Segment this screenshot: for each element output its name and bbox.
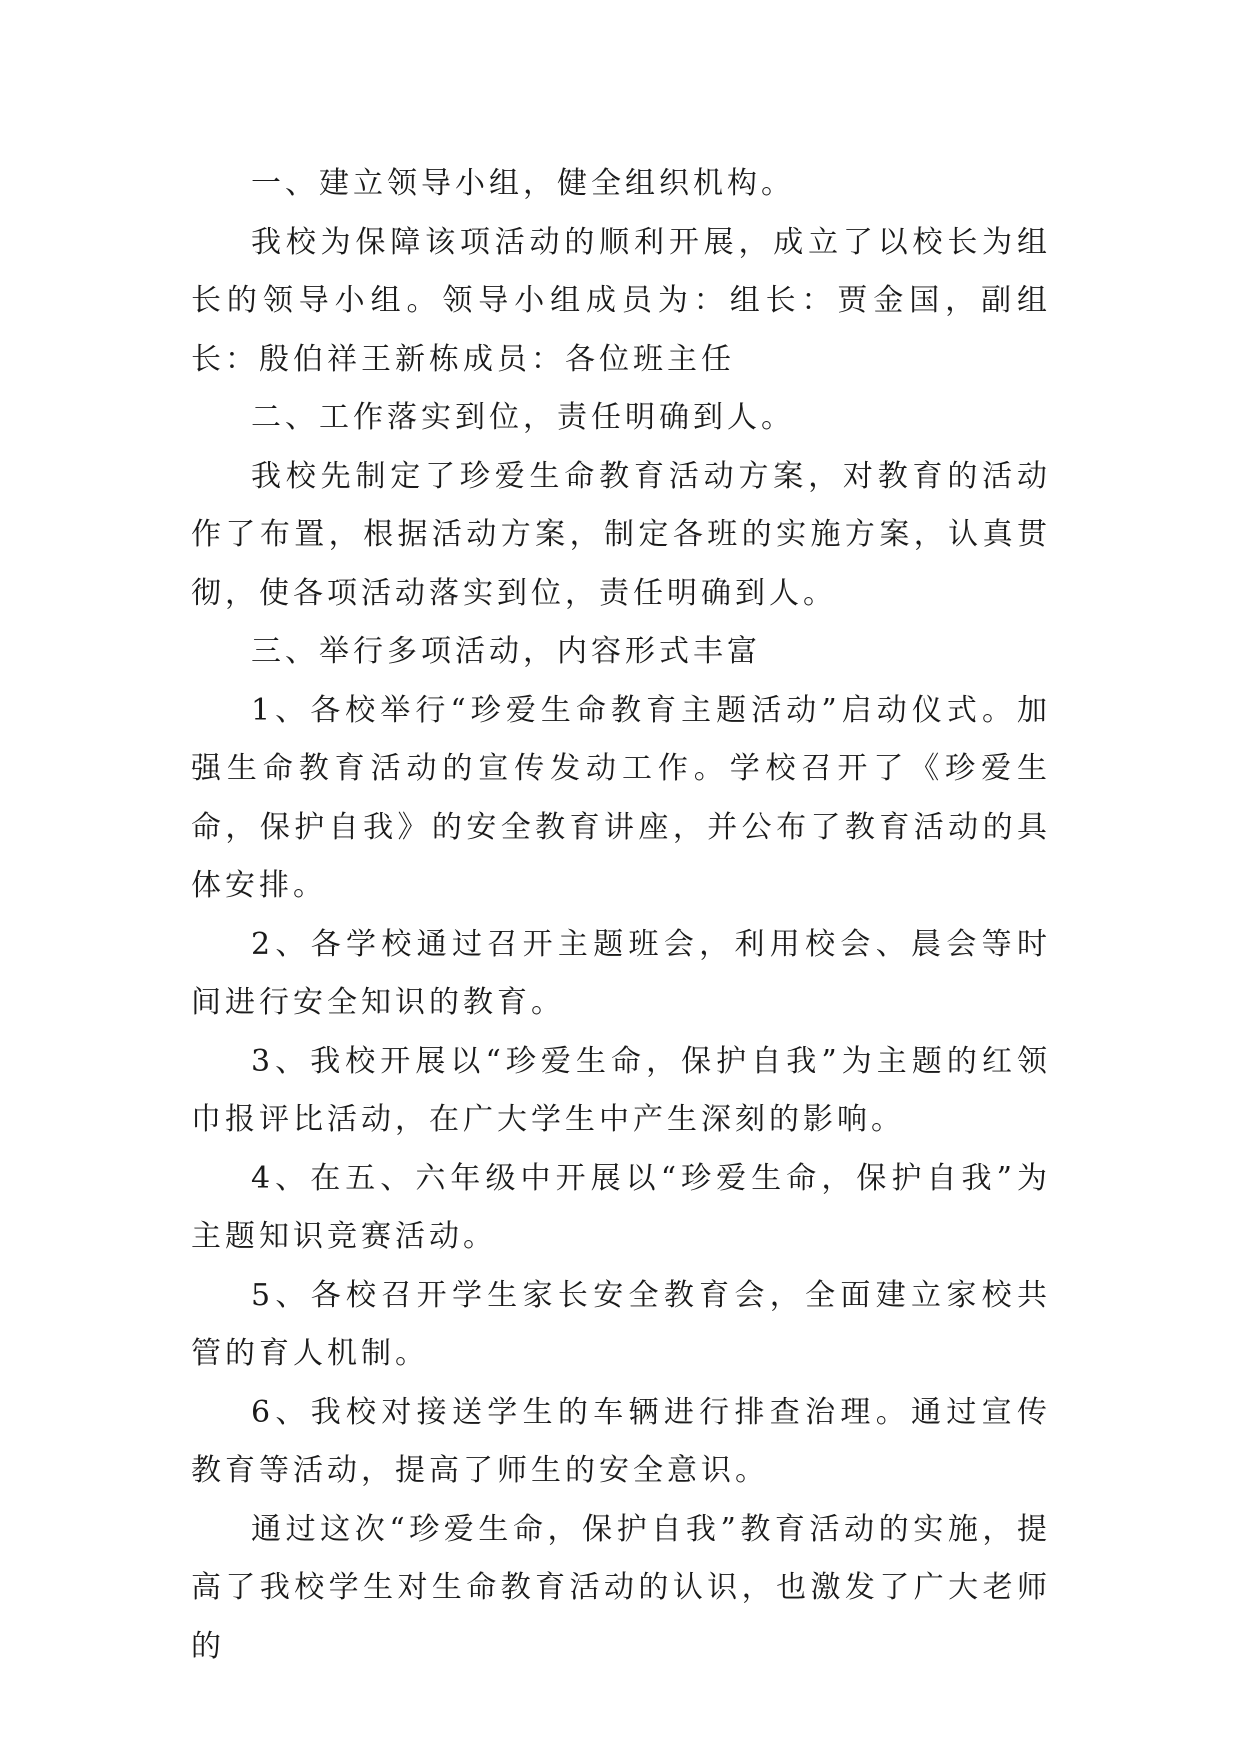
list-item-5: 5、各校召开学生家长安全教育会，全面建立家校共管的育人机制。 <box>191 1277 1051 1371</box>
list-item-3: 3、我校开展以“珍爱生命，保护自我”为主题的红领巾报评比活动，在广大学生中产生深刻的影响。 <box>191 1043 1051 1137</box>
heading-3-activities: 三、举行多项活动，内容形式丰富 <box>251 634 761 669</box>
paragraph-leadership-group: 我校为保障该项活动的顺利开展，成立了以校长为组长的领导小组。领导小组成员为：组长：贾金国，副组长：殷伯祥王新栋成员：各位班主任 <box>191 224 1051 377</box>
document-body <box>191 155 1051 1676</box>
list-item-2: 2、各学校通过召开主题班会，利用校会、晨会等时间进行安全知识的教育。 <box>191 926 1051 1020</box>
list-item-1: 1、各校举行“珍爱生命教育主题活动”启动仪式。加强生命教育活动的宣传发动工作。学校召开了《珍爱生命，保护自我》的安全教育讲座，并公布了教育活动的具体安排。 <box>191 692 1051 903</box>
heading-1-organization: 一、建立领导小组，健全组织机构。 <box>251 166 795 201</box>
paragraph-conclusion: 通过这次“珍爱生命，保护自我”教育活动的实施，提高了我校学生对生命教育活动的认识，也激发了广大老师的 <box>191 1511 1051 1664</box>
heading-2-responsibility: 二、工作落实到位，责任明确到人。 <box>251 400 795 435</box>
list-item-4: 4、在五、六年级中开展以“珍爱生命，保护自我”为主题知识竞赛活动。 <box>191 1160 1051 1254</box>
list-item-6: 6、我校对接送学生的车辆进行排查治理。通过宣传教育等活动，提高了师生的安全意识。 <box>191 1394 1051 1488</box>
paragraph-plan: 我校先制定了珍爱生命教育活动方案，对教育的活动作了布置，根据活动方案，制定各班的实施方案，认真贯彻，使各项活动落实到位，责任明确到人。 <box>191 458 1051 611</box>
